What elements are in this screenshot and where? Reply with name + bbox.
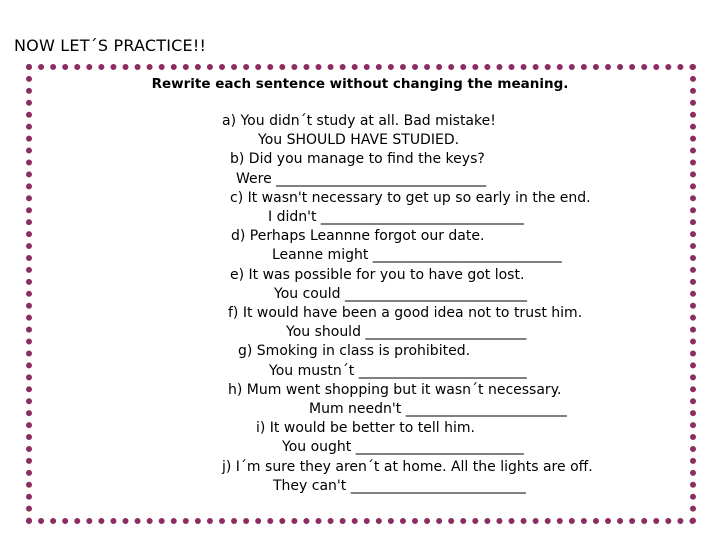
sentence-i: i) It would be better to tell him.: [256, 420, 475, 436]
answer-i: You ought ________________________: [282, 439, 524, 455]
sentence-h: h) Mum went shopping but it wasn´t necessary.: [228, 382, 562, 398]
page-heading: NOW LET´S PRACTICE!!: [14, 36, 207, 55]
answer-h: Mum needn't _______________________: [309, 401, 567, 417]
sentence-f: f) It would have been a good idea not to trust him.: [228, 305, 583, 321]
sentence-e: e) It was possible for you to have got lost.: [230, 267, 525, 283]
sentence-b: b) Did you manage to find the keys?: [230, 151, 485, 167]
answer-g: You mustn´t ________________________: [269, 363, 527, 379]
sentence-g: g) Smoking in class is prohibited.: [238, 343, 471, 359]
answer-d: Leanne might ___________________________: [272, 247, 562, 263]
instruction-text: Rewrite each sentence without changing the meaning.: [151, 76, 569, 92]
sentence-d: d) Perhaps Leannne forgot our date.: [231, 228, 485, 244]
answer-a: You SHOULD HAVE STUDIED.: [258, 132, 460, 148]
answer-j: They can't _________________________: [273, 478, 526, 494]
sentence-a: a) You didn´t study at all. Bad mistake!: [222, 113, 496, 129]
answer-b: Were ______________________________: [236, 171, 487, 187]
sentence-c: c) It wasn't necessary to get up so early in the end.: [230, 190, 591, 206]
answer-e: You could __________________________: [274, 286, 527, 302]
sentence-j: j) I´m sure they aren´t at home. All the lights are off.: [222, 459, 593, 475]
answer-c: I didn't _____________________________: [268, 209, 524, 225]
answer-f: You should _______________________: [286, 324, 527, 340]
